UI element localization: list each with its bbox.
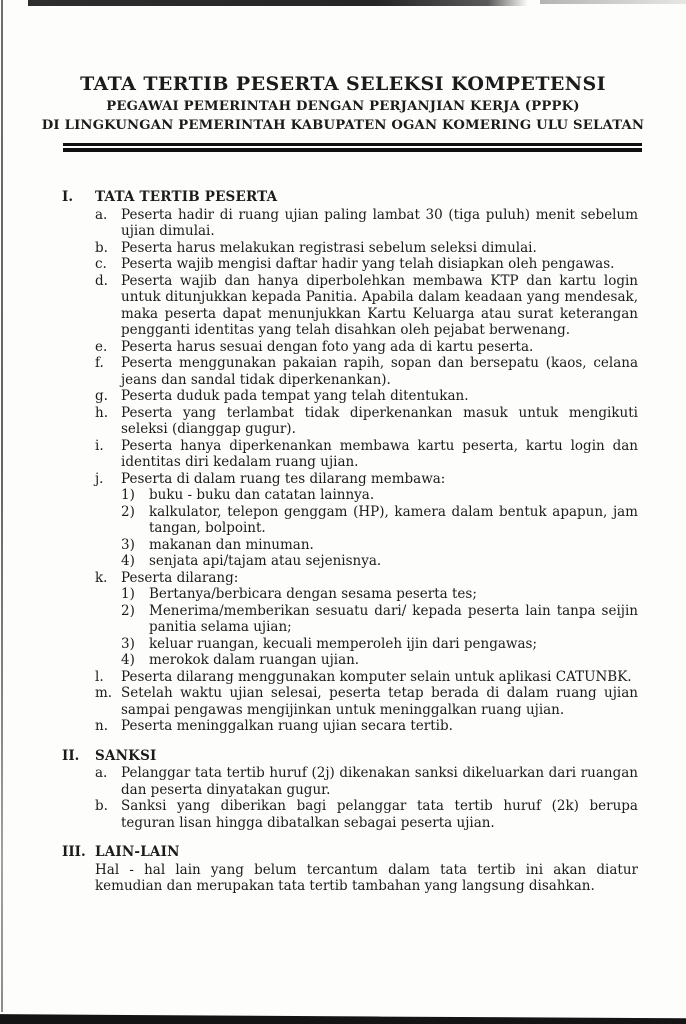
scan-edge-bottom (0, 1012, 686, 1024)
list-item (95, 240, 638, 257)
subitem-text: buku - buku dan catatan lainnya. (149, 487, 375, 503)
subitem-label: 2) (121, 503, 135, 520)
sublist-item (121, 636, 638, 653)
subitem-text: keluar ruangan, kecuali memperoleh ijin dari pengawas; (149, 635, 537, 652)
document-body (0, 152, 686, 895)
list-item (95, 798, 638, 831)
item-text: Peserta di dalam ruang tes dilarang membawa: (121, 470, 446, 487)
item-label: j. (95, 470, 104, 487)
list-item (95, 207, 638, 240)
item-text: Setelah waktu ujian selesai, peserta tetap berada di dalam ruang ujian sampai pengawas mengijinkan untuk meninggalkan ruang ujian. (121, 685, 638, 718)
item-text: Peserta duduk pada tempat yang telah ditentukan. (121, 388, 469, 404)
item-label: l. (95, 668, 104, 685)
section-number: I. (62, 189, 74, 205)
document-title: TATA TERTIB PESERTA SELEKSI KOMPETENSI (80, 73, 606, 95)
scan-edge-left (1, 0, 3, 1012)
item-text: Peserta hadir di ruang ujian paling lambat 30 (tiga puluh) menit sebelum ujian dimulai. (121, 206, 638, 239)
item-label: a. (95, 765, 108, 781)
list-item (95, 273, 638, 339)
subitem-label: 2) (121, 602, 135, 619)
list-item (95, 570, 638, 669)
item-label: f. (95, 355, 104, 371)
list-item (95, 405, 638, 438)
sublist-item (121, 603, 638, 636)
item-text: Peserta wajib mengisi daftar hadir yang telah disiapkan oleh pengawas. (121, 256, 615, 272)
scan-edge-top-right (540, 0, 686, 4)
document-subtitle-2: DI LINGKUNGAN PEMERINTAH KABUPATEN OGAN KOMERING ULU SELATAN (41, 118, 645, 133)
item-content (121, 405, 638, 438)
item-text: Peserta menggunakan pakaian rapih, sopan dan bersepatu (kaos, celana jeans dan sandal tidak diperkenankan). (121, 355, 638, 388)
subitem-text: merokok dalam ruangan ujian. (149, 652, 360, 668)
item-label: n. (95, 718, 108, 734)
item-text: Peserta harus melakukan registrasi sebelum seleksi dimulai. (121, 239, 537, 256)
subitem-label: 1) (121, 487, 135, 503)
item-text: Sanksi yang diberikan bagi pelanggar tata tertib huruf (2k) berupa teguran lisan hingga dibatalkan sebagai peserta ujian. (121, 798, 638, 831)
section-tata-tertib-peserta (62, 189, 638, 735)
list-item (95, 685, 638, 718)
section-heading: LAIN-LAIN (95, 844, 180, 860)
section-body (95, 844, 638, 895)
item-text: Peserta wajib dan hanya diperbolehkan membawa KTP dan kartu login untuk ditunjukkan kepada Panitia. Apabila dalam keadaan yang mendesak, maka peserta dapat menunjukkan Kartu Keluarga atau surat keterangan pengganti identitas yang telah disahkan oleh pejabat berwenang. (121, 272, 638, 338)
subitem-text: makanan dan minuman. (149, 536, 314, 553)
item-content (121, 207, 638, 240)
item-text: Peserta dilarang menggunakan komputer selain untuk aplikasi CATUNBK. (121, 668, 632, 685)
item-label: a. (95, 206, 108, 223)
item-content (121, 355, 638, 388)
list-item (95, 339, 638, 356)
section-paragraph: Hal - hal lain yang belum tercantum dalam tata tertib ini akan diatur kemudian dan merupakan tata tertib tambahan yang langsung disahkan. (95, 861, 638, 894)
item-text: Peserta yang terlambat tidak diperkenankan masuk untuk mengikuti seleksi (dianggap gugur). (121, 404, 638, 437)
item-label: h. (95, 404, 108, 421)
section-heading: TATA TERTIB PESERTA (95, 189, 278, 205)
item-content (121, 339, 638, 356)
list-item (95, 256, 638, 273)
subitem-label: 4) (121, 553, 135, 569)
section-number: III. (62, 844, 86, 860)
sublist-item (121, 504, 638, 537)
section-number: II. (62, 747, 80, 764)
item-content (121, 570, 638, 669)
item-label: b. (95, 798, 108, 814)
list-item (95, 669, 638, 686)
item-text: Peserta harus sesuai dengan foto yang ada di kartu peserta. (121, 338, 534, 355)
item-text: Peserta meninggalkan ruang ujian secara tertib. (121, 718, 453, 734)
item-label: k. (95, 569, 108, 586)
sublist-item (121, 652, 638, 669)
item-content (121, 240, 638, 257)
sublist-item (121, 586, 638, 603)
subitem-label: 3) (121, 635, 135, 652)
sublist-item (121, 537, 638, 554)
item-content (121, 685, 638, 718)
item-content (121, 438, 638, 471)
list-item (95, 355, 638, 388)
item-text: Peserta dilarang: (121, 569, 239, 586)
item-label: i. (95, 437, 104, 454)
subitem-text: kalkulator, telepon genggam (HP), kamera dalam bentuk apapun, jam tangan, bolpoint. (149, 503, 638, 536)
subitem-text: senjata api/tajam atau sejenisnya. (149, 553, 382, 569)
item-label: b. (95, 239, 108, 256)
item-content (121, 765, 638, 798)
item-label: m. (95, 685, 113, 701)
item-content (121, 718, 638, 735)
list-item (95, 765, 638, 798)
item-content (121, 388, 638, 405)
subitem-text: Menerima/memberikan sesuatu dari/ kepada peserta lain tanpa seijin panitia selama ujian; (149, 602, 638, 635)
item-text: Peserta hanya diperkenankan membawa kartu peserta, kartu login dan identitas diri kedalam ruang ujian. (121, 437, 638, 470)
scan-edge-top (28, 0, 528, 6)
section-body (95, 189, 638, 735)
document-subtitle-1: PEGAWAI PEMERINTAH DENGAN PERJANJIAN KERJA (PPPK) (106, 99, 580, 114)
list-item (95, 438, 638, 471)
item-content (121, 798, 638, 831)
subitem-label: 3) (121, 536, 135, 553)
list-item (95, 471, 638, 570)
section-lain-lain (62, 844, 638, 895)
subitem-label: 1) (121, 586, 135, 602)
subitem-label: 4) (121, 652, 135, 668)
item-label: d. (95, 272, 108, 289)
item-label: c. (95, 256, 107, 272)
item-text: Pelanggar tata tertib huruf (2j) dikenakan sanksi dikeluarkan dari ruangan dan peserta dinyatakan gugur. (121, 765, 638, 798)
sublist-item (121, 487, 638, 504)
section-heading: SANKSI (95, 747, 157, 764)
list-item (95, 388, 638, 405)
document-header (0, 0, 686, 152)
header-divider (63, 143, 642, 152)
item-content (121, 471, 638, 570)
item-content (121, 669, 638, 686)
section-body (95, 748, 638, 832)
section-sanksi (62, 748, 638, 832)
list-item (95, 718, 638, 735)
item-content (121, 256, 638, 273)
item-content (121, 273, 638, 339)
item-label: g. (95, 388, 108, 404)
subitem-text: Bertanya/berbicara dengan sesama peserta tes; (149, 586, 477, 602)
sublist-item (121, 553, 638, 570)
item-label: e. (95, 338, 108, 355)
